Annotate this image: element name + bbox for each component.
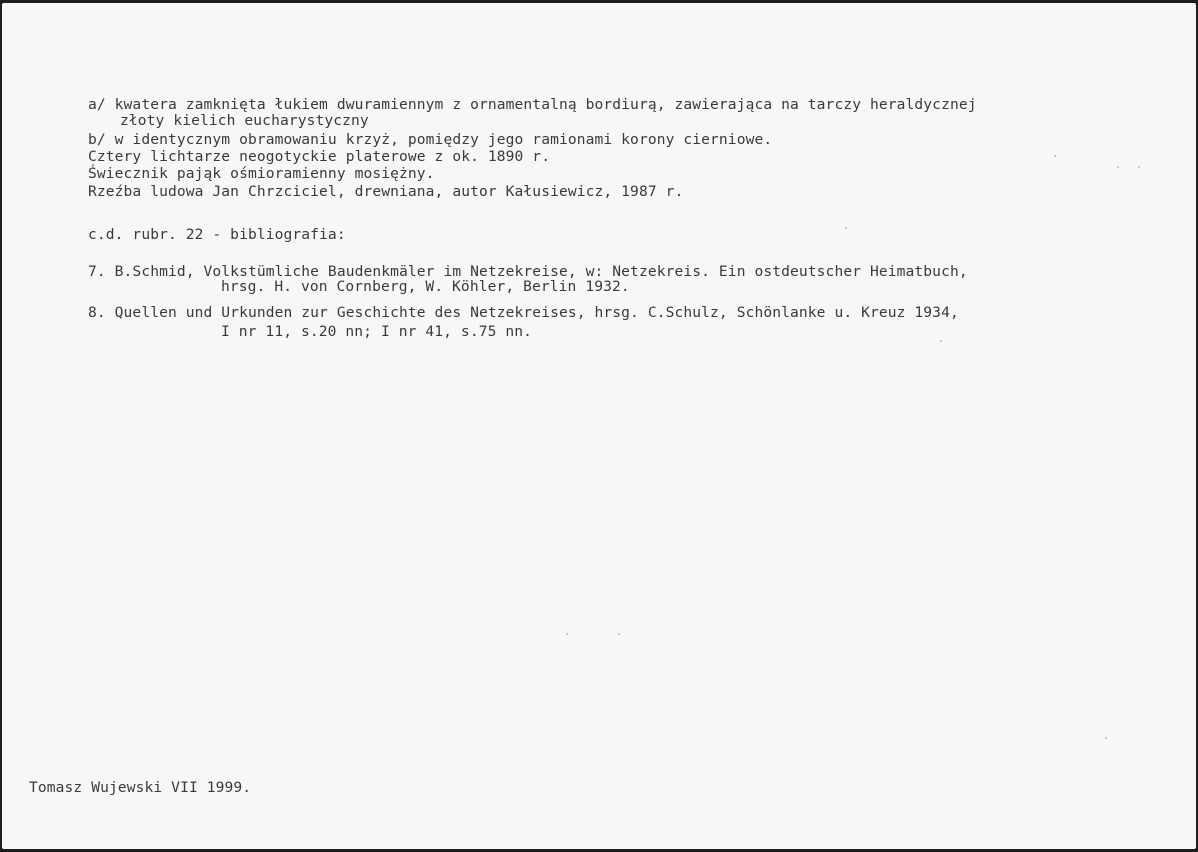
description-line-6: Rzeźba ludowa Jan Chrzciciel, drewniana, autor Kałusiewicz, 1987 r. (88, 183, 684, 200)
paper-speck (1054, 155, 1056, 157)
paper-speck (618, 633, 620, 635)
bibliography-heading: c.d. rubr. 22 - bibliografia: (88, 226, 346, 243)
paper-speck (845, 227, 847, 229)
bibliography-entry-8: 8. Quellen und Urkunden zur Geschichte des Netzekreises, hrsg. C.Schulz, Schönlanke u. Kreuz 1934, (88, 304, 959, 321)
bibliography-entry-7-continuation: hrsg. H. von Cornberg, W. Köhler, Berlin 1932. (221, 278, 630, 295)
author-signature: Tomasz Wujewski VII 1999. (29, 779, 252, 796)
bibliography-entry-7: 7. B.Schmid, Volkstümliche Baudenkmäler im Netzekreise, w: Netzekreis. Ein ostdeutscher Heimatbuch, (88, 263, 968, 280)
catalog-card (2, 3, 1196, 849)
paper-speck (1138, 166, 1140, 168)
paper-speck (1105, 737, 1107, 739)
description-line-3: b/ w identycznym obramowaniu krzyż, pomiędzy jego ramionami korony cierniowe. (88, 131, 773, 148)
description-line-4: Cztery lichtarze neogotyckie platerowe z ok. 1890 r. (88, 148, 551, 165)
bibliography-entry-8-continuation: I nr 11, s.20 nn; I nr 41, s.75 nn. (221, 323, 533, 340)
description-line-2: złoty kielich eucharystyczny (120, 112, 369, 129)
paper-speck (566, 633, 568, 635)
description-line-5: Świecznik pająk ośmioramienny mosiężny. (88, 165, 435, 182)
description-line-1: a/ kwatera zamknięta łukiem dwuramiennym z ornamentalną bordiurą, zawierająca na tarczy heraldycznej (88, 96, 977, 113)
paper-speck (1117, 166, 1119, 168)
paper-speck (940, 340, 942, 342)
